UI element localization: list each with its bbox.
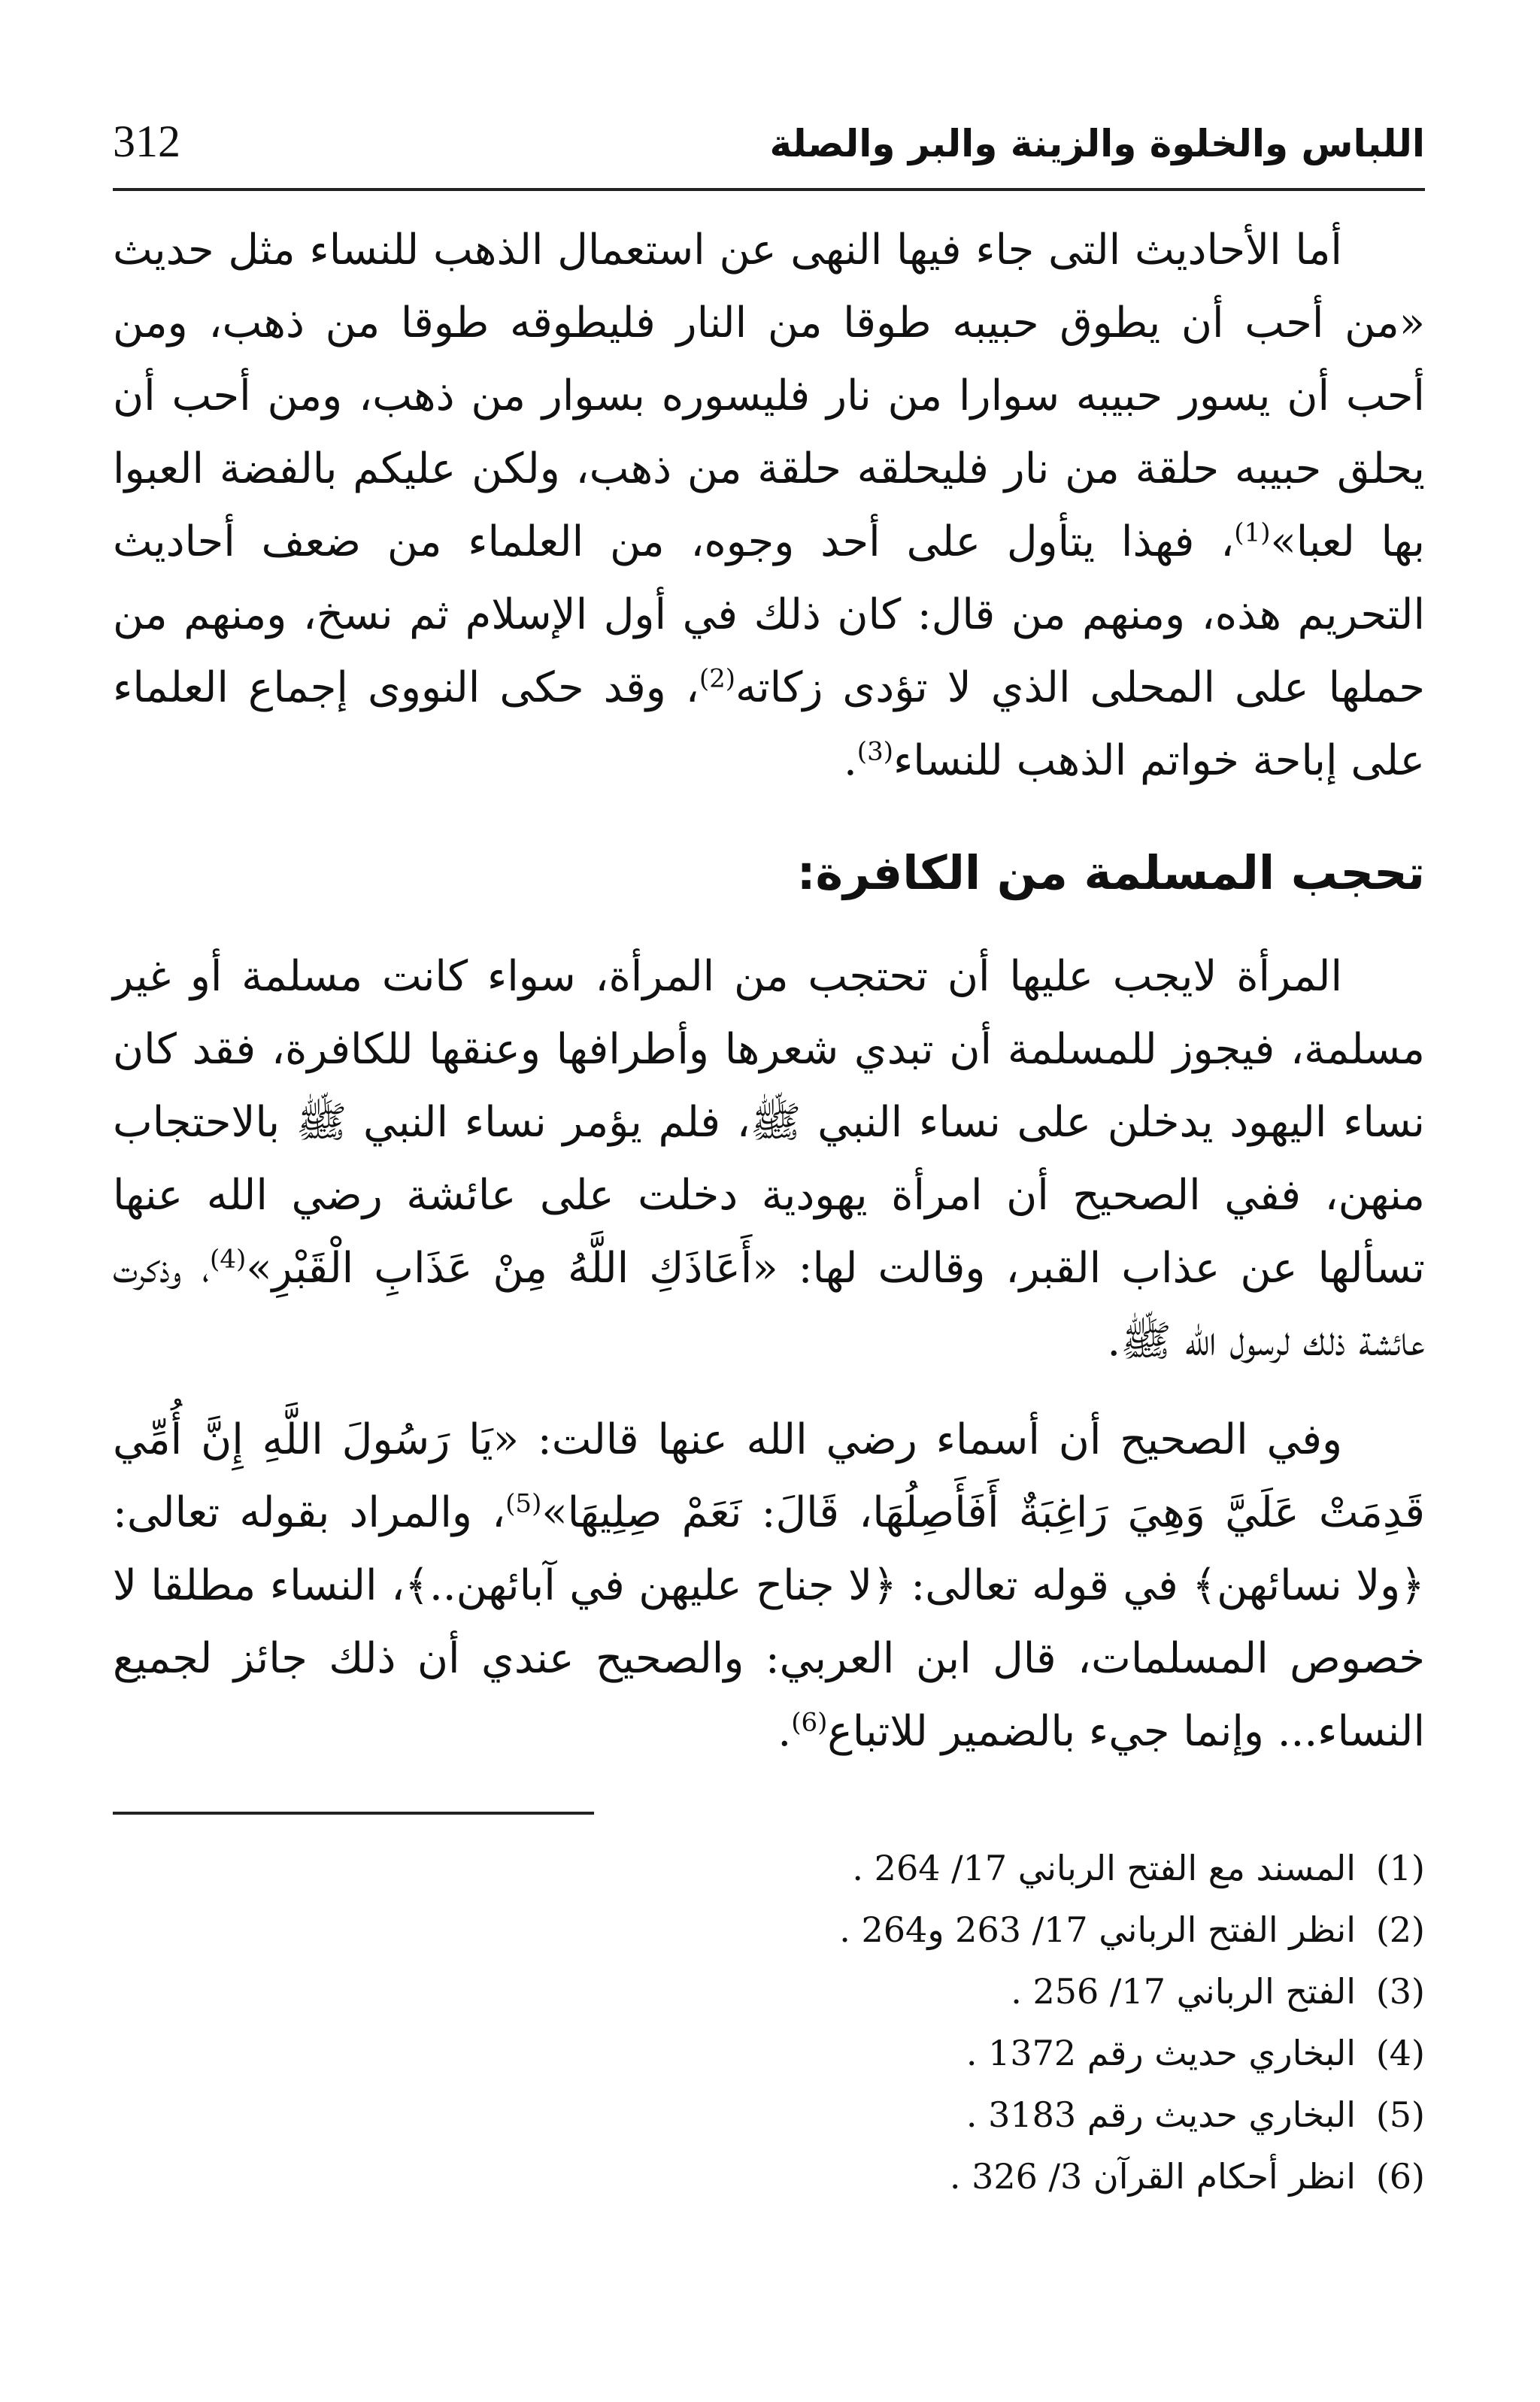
footnote-text: البخاري حديث رقم 3183 .: [966, 2094, 1356, 2135]
footnote-number: (3): [1375, 1971, 1425, 2012]
book-page: [113, 105, 1425, 2207]
footnote-ref-2: (2): [699, 663, 736, 694]
footnote-number: (6): [1375, 2156, 1425, 2197]
page-number: 312: [113, 117, 180, 166]
paragraph-text: .: [843, 736, 857, 785]
footnote-ref-1: (1): [1234, 517, 1271, 548]
body-text: [113, 214, 1425, 1768]
paragraph-veiling: [113, 940, 1425, 1378]
footnote-ref-4: (4): [210, 1244, 247, 1275]
footnote-item: [113, 2084, 1425, 2146]
paragraph-text: وفي الصحيح أن أسماء رضي الله عنها قالت: «يَا رَسُولَ اللَّهِ إِنَّ أُمِّي قَدِمَتْ عَلَيَّ وَهِيَ رَاغِبَةٌ أَفَأَصِلُهَا، قَالَ: نَعَمْ صِلِيهَا»: [113, 1415, 1425, 1537]
footnote-item: [113, 2022, 1425, 2084]
footnote-text: انظر الفتح الرباني 17/ 263 و264 .: [839, 1909, 1356, 1950]
footnote-ref-6: (6): [791, 1707, 828, 1738]
paragraph-text: ، والمراد بقوله تعالى: ﴿ولا نسائهن﴾ في قوله تعالى: ﴿لا جناح عليهن في آبائهن..﴾، النساء مطلقا لا خصوص المسلمات، قال ابن العربي: والصحيح عندي أن ذلك جائز لجميع النساء... وإنما جيء بالضمير للاتباع: [113, 1488, 1425, 1756]
paragraph-text: ، فهذا يتأول على أحد وجوه، من العلماء من ضعف أحاديث التحريم هذه، ومنهم من قال: كان ذلك في أول الإسلام ثم نسخ، ومنهم من حملها على المحلى الذي لا تؤدى زكاته: [113, 517, 1425, 712]
footnotes-list: [113, 1837, 1425, 2207]
footnote-text: الفتح الرباني 17/ 256 .: [1011, 1971, 1356, 2012]
footnote-number: (4): [1375, 2033, 1425, 2073]
footnote-text: البخاري حديث رقم 1372 .: [966, 2033, 1356, 2073]
section-heading: تحجب المسلمة من الكافرة:: [796, 845, 1425, 900]
footnote-number: (5): [1375, 2094, 1425, 2135]
footnote-item: [113, 1961, 1425, 2022]
paragraph-gold-hadiths: [113, 214, 1425, 797]
footnote-number: (2): [1375, 1909, 1425, 1950]
footnote-divider: [113, 1812, 594, 1815]
page-header: [113, 105, 1425, 191]
paragraph-text: المرأة لايجب عليها أن تحتجب من المرأة، سواء كانت مسلمة أو غير مسلمة، فيجوز للمسلمة أن تبدي شعرها وأطرافها وعنقها للكافرة، فقد كان نساء اليهود يدخلن على نساء النبي ﷺ، فلم يؤمر نساء النبي ﷺ بالاحتجاب منهن، ففي الصحيح أن امرأة يهودية دخلت على عائشة رضي الله عنها تسألها عن عذاب القبر، وقالت لها: «أَعَاذَكِ اللَّهُ مِنْ عَذَابِ الْقَبْرِ»: [113, 952, 1425, 1293]
footnote-item: [113, 2146, 1425, 2207]
footnote-item: [113, 1899, 1425, 1961]
footnote-ref-5: (5): [505, 1488, 542, 1519]
footnote-text: انظر أحكام القرآن 3/ 326 .: [949, 2156, 1356, 2197]
paragraph-text: أما الأحاديث التى جاء فيها النهى عن استعمال الذهب للنساء مثل حديث «من أحب أن يطوق حبيبه طوقا من النار فليطوقه طوقا من ذهب، ومن أحب أن يسور حبيبه سوارا من نار فليسوره بسوار من ذهب، ومن أحب أن يحلق حبيبه حلقة من نار فليحلقه حلقة من ذهب، ولكن عليكم بالفضة العبوا بها لعبا»: [113, 226, 1426, 566]
footnote-item: [113, 1837, 1425, 1899]
footnote-text: المسند مع الفتح الرباني 17/ 264 .: [852, 1848, 1356, 1888]
paragraph-text: .: [778, 1707, 792, 1756]
running-title: اللباس والخلوة والزينة والبر والصلة: [769, 122, 1425, 165]
paragraph-text: ، وقد حكى النووى إجماع العلماء على إباحة خواتم الذهب للنساء: [113, 663, 1425, 785]
paragraph-asma: [113, 1403, 1425, 1768]
footnote-number: (1): [1375, 1848, 1425, 1888]
footnote-ref-3: (3): [856, 736, 893, 767]
paragraph-text: ، وذكرت عائشة ذلك لرسول الله ﷺ.: [113, 1244, 1425, 1366]
